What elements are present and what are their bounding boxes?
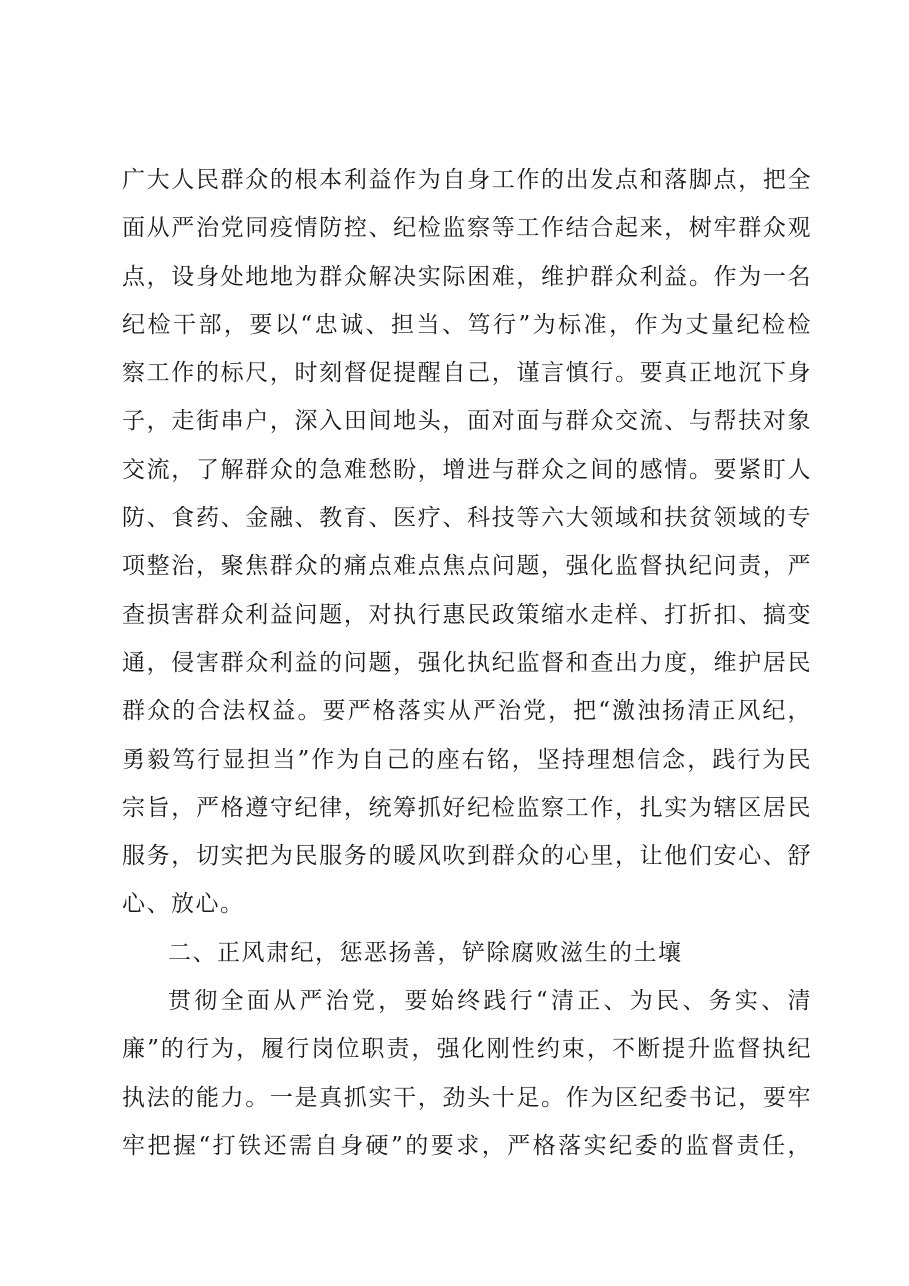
text-line: 贯彻全面从严治党，要始终践行“清正、为民、务实、清 xyxy=(168,988,812,1015)
document-body xyxy=(122,156,812,1170)
section-heading: 二、正风肃纪，惩恶扬善，铲除腐败滋生的土壤 xyxy=(168,939,683,966)
text-line: 广大人民群众的根本利益作为自身工作的出发点和落脚点，把全 xyxy=(122,167,812,193)
text-line: 牢把握“打铁还需自身硬”的要求，严格落实纪委的监督责任， xyxy=(122,1132,812,1159)
text-line: 项整治，聚焦群众的痛点难点焦点问题，强化监督执纪问责，严 xyxy=(122,553,812,580)
text-line: 子，走街串户，深入田间地头，面对面与群众交流、与帮扶对象 xyxy=(122,408,812,435)
text-line: 点，设身处地地为群众解决实际困难，维护群众利益。作为一名 xyxy=(122,263,812,290)
text-line: 宗旨，严格遵守纪律，统筹抓好纪检监察工作，扎实为辖区居民 xyxy=(122,794,812,821)
text-line: 察工作的标尺，时刻督促提醒自己，谨言慎行。要真正地沉下身 xyxy=(122,360,812,387)
text-line: 防、食药、金融、教育、医疗、科技等六大领域和扶贫领域的专 xyxy=(122,505,812,532)
text-line: 执法的能力。一是真抓实干，劲头十足。作为区纪委书记，要牢 xyxy=(122,1084,812,1111)
text-line: 廉”的行为，履行岗位职责，强化刚性约束，不断提升监督执纪 xyxy=(122,1036,812,1063)
text-line: 勇毅笃行显担当”作为自己的座右铭，坚持理想信念，践行为民 xyxy=(122,746,812,773)
text-line: 通，侵害群众利益的问题，强化执纪监督和查出力度，维护居民 xyxy=(122,649,812,676)
paragraph-1 xyxy=(122,156,812,929)
text-line: 面从严治党同疫情防控、纪检监察等工作结合起来，树牢群众观 xyxy=(122,215,812,242)
text-line: 交流，了解群众的急难愁盼，增进与群众之间的感情。要紧盯人 xyxy=(122,456,812,483)
text-line: 查损害群众利益问题，对执行惠民政策缩水走样、打折扣、搞变 xyxy=(122,601,812,628)
text-line: 群众的合法权益。要严格落实从严治党，把“激浊扬清正风纪， xyxy=(122,698,812,725)
paragraph-2 xyxy=(122,977,812,1170)
text-line: 服务，切实把为民服务的暖风吹到群众的心里，让他们安心、舒 xyxy=(122,843,812,870)
text-line: 心、放心。 xyxy=(122,891,245,918)
text-line: 纪检干部，要以“忠诚、担当、笃行”为标准，作为丈量纪检检 xyxy=(122,311,812,338)
